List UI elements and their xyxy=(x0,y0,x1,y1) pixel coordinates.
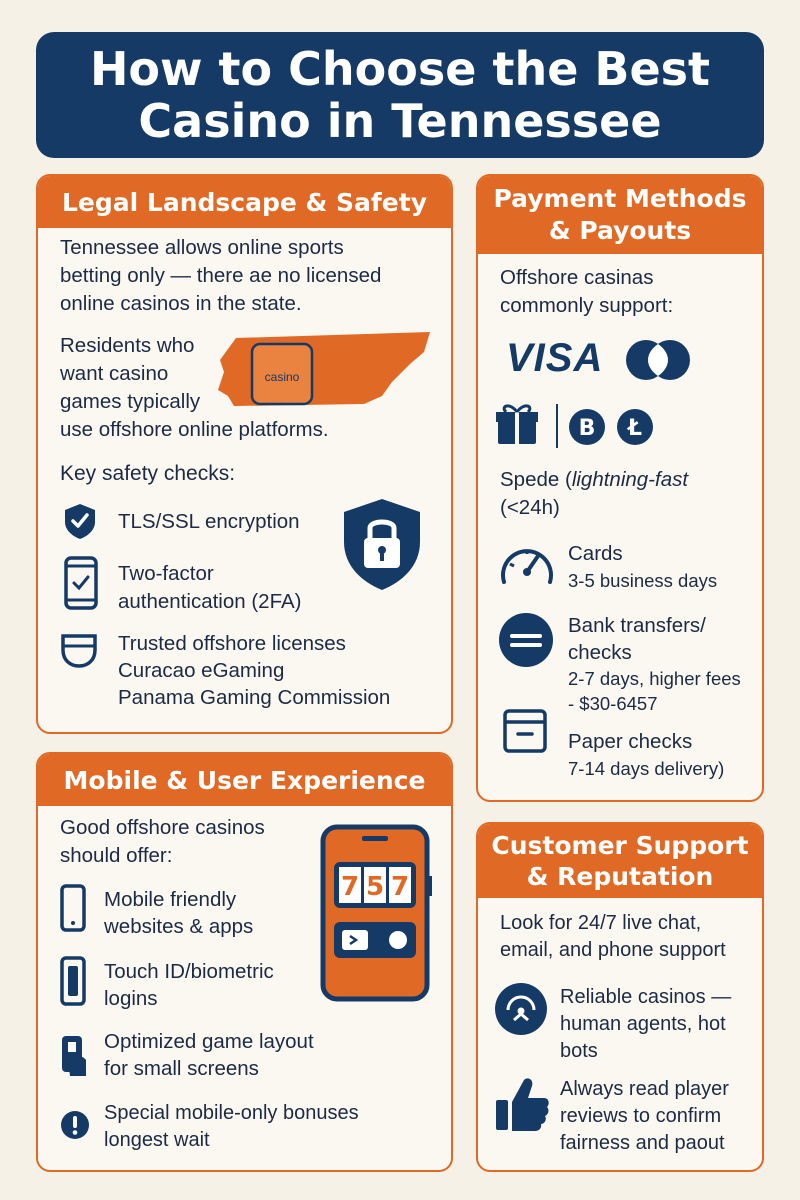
payout-speed: Spede (lightning-fast (<24h) xyxy=(500,468,689,519)
page-title xyxy=(90,43,710,147)
title-banner xyxy=(36,32,764,158)
svg-text:B: B xyxy=(578,416,596,441)
title-line-1: How to Choose the Best xyxy=(89,42,711,96)
hand-phone-icon xyxy=(60,1034,90,1078)
paper-checks: Paper checks 7-14 days delivery) xyxy=(568,730,725,779)
legal-residents: Residents who want casino games typically use offshore online platforms. xyxy=(60,334,329,441)
legal-heading: Legal Landscape & Safety xyxy=(38,176,451,228)
mobile-intro: Good offshore casinos should offer: xyxy=(60,816,265,867)
envelope-icon xyxy=(502,708,548,754)
legal-intro: Tennessee allows online sports betting only — there ae no licensed online casinos in the state. xyxy=(60,236,382,315)
check-2fa: Two-factor authentication (2FA) xyxy=(118,562,302,613)
bank-payout: Bank transfers/ checks 2-7 days, higher fees - $30-6457 xyxy=(568,614,741,714)
title-line-2: Casino in Tennessee xyxy=(138,94,662,148)
lock-shield-icon xyxy=(340,496,424,592)
gift-card-icon xyxy=(494,400,540,448)
speedometer-icon xyxy=(498,538,556,588)
phone-check-icon xyxy=(63,556,99,610)
support-heading: Customer Support & Reputation xyxy=(478,824,762,898)
payment-divider xyxy=(556,404,558,448)
payments-intro: Offshore casinas commonly support: xyxy=(500,266,674,317)
headset-icon xyxy=(494,982,548,1036)
payments-heading: Payment Methods & Payouts xyxy=(478,176,762,254)
feature-mobile-bonuses: Special mobile-only bonuses longest wait xyxy=(104,1102,359,1151)
mobile-heading: Mobile & User Experience xyxy=(38,754,451,806)
badge-icon xyxy=(60,632,98,670)
support-intro: Look for 24/7 live chat, email, and phone support xyxy=(500,912,726,961)
support-agents: Reliable casinos — human agents, hot bots xyxy=(560,986,732,1062)
alert-icon xyxy=(60,1110,90,1140)
litecoin-icon xyxy=(616,408,654,446)
map-label: casino xyxy=(264,370,300,384)
bank-icon xyxy=(498,612,554,668)
key-safety-checks-title: Key safety checks: xyxy=(60,462,236,485)
thumbs-up-icon xyxy=(494,1074,550,1134)
feature-optimized-layout: Optimized game layout for small screens xyxy=(104,1030,314,1080)
check-licenses: Trusted offshore licenses Curacao eGaming Panama Gaming Commission xyxy=(118,632,391,709)
feature-mobile-friendly: Mobile friendly websites & apps xyxy=(104,888,254,938)
check-tls: TLS/SSL encryption xyxy=(118,510,300,533)
slot-reel-3: 7 xyxy=(390,872,410,902)
cards-payout: Cards 3-5 business days xyxy=(568,542,718,591)
svg-text:Ł: Ł xyxy=(627,416,643,441)
slot-reel-2: 5 xyxy=(365,872,385,902)
visa-logo: VISA xyxy=(506,336,604,380)
smartphone-slot-icon xyxy=(320,824,434,1002)
slot-reel-1: 7 xyxy=(340,872,360,902)
shield-check-icon xyxy=(63,502,97,540)
mastercard-logo xyxy=(624,338,692,382)
mobile-icon xyxy=(60,884,86,932)
feature-biometric: Touch ID/biometric logins xyxy=(104,960,274,1010)
support-reviews: Always read player reviews to confirm fairness and paout xyxy=(560,1078,729,1154)
fingerprint-phone-icon xyxy=(60,956,86,1006)
bitcoin-icon xyxy=(568,408,606,446)
